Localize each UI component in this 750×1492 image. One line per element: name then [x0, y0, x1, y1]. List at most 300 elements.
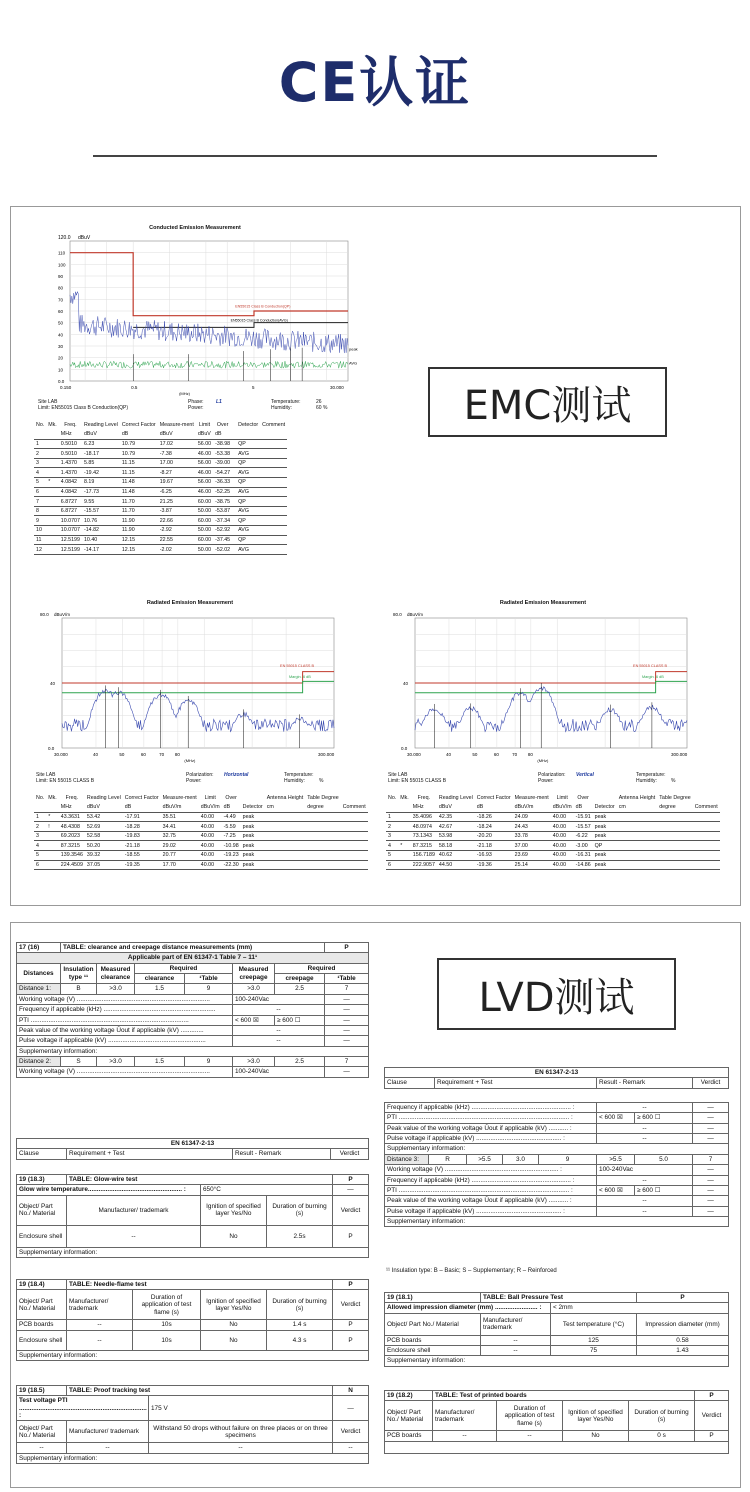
- header-table: ¹Table: [185, 974, 233, 984]
- y-axis-top-label: 80.0: [40, 612, 49, 617]
- table-cell: -52.25: [215, 488, 231, 495]
- pti-label: PTI .........................................................................................: [17, 1015, 233, 1025]
- cell: 7: [693, 1154, 729, 1164]
- table-cell: -17.73: [82, 487, 120, 497]
- table-cell: [46, 545, 59, 555]
- table-cell: 11.70: [120, 506, 158, 516]
- header-duration-burning: Duration of burning (s): [267, 1290, 333, 1320]
- table-cell: 40.00: [199, 841, 222, 851]
- table-cell: -19.35: [123, 860, 161, 870]
- peak-label: peak: [349, 346, 358, 352]
- table-cell: -18.26: [475, 812, 513, 822]
- table-cell: 11.15: [120, 468, 158, 478]
- polarization-label: Polarization:: [186, 772, 214, 778]
- table-cell: 11.90: [120, 526, 158, 536]
- frequency-label: Frequency if applicable (kHz) ........................................................ :: [385, 1103, 597, 1113]
- table-cell: -15.57: [82, 506, 120, 516]
- table-cell: 6: [34, 860, 46, 870]
- table-cell: 50.20: [85, 841, 123, 851]
- table-cell: 11.48: [120, 487, 158, 497]
- table-cell: peak: [593, 851, 617, 861]
- radiated-table-vertical: [386, 793, 720, 870]
- table-cell: 10.79: [120, 449, 158, 459]
- table-cell: -37.45: [215, 536, 231, 543]
- y-tick-label: 10: [58, 367, 64, 373]
- table-cell: 11.70: [120, 497, 158, 507]
- table-cell: 10.0707: [60, 527, 80, 534]
- supplementary-info: Supplementary information:: [17, 1046, 369, 1056]
- verdict-cell: —: [325, 994, 369, 1004]
- humidity-label: Humidity:: [271, 405, 292, 411]
- table-row: [34, 545, 287, 555]
- cell: PCB boards: [17, 1320, 67, 1330]
- unit-header: [386, 803, 398, 813]
- table-cell: AVG: [236, 526, 260, 536]
- table-cell: [46, 831, 59, 841]
- table-cell: [657, 851, 693, 861]
- empty-row: [385, 1441, 729, 1453]
- table-cell: QP: [236, 535, 260, 545]
- x-tick-label: 80: [527, 752, 533, 757]
- conducted-chart-title: Conducted Emission Measurement: [149, 225, 241, 231]
- table-cell: [398, 831, 411, 841]
- x-tick-label: 60: [493, 752, 499, 757]
- cell: Enclosure shell: [17, 1330, 67, 1350]
- table-cell: 12.15: [120, 535, 158, 545]
- table-row: [17, 1225, 369, 1247]
- column-header: Freq.: [65, 794, 79, 801]
- table-cell: QP: [236, 458, 260, 468]
- title-divider: [93, 155, 657, 157]
- cell: Distance 3:: [385, 1154, 429, 1164]
- table-cell: [617, 841, 658, 851]
- table-cell: [265, 851, 306, 861]
- unit-header: degree: [305, 803, 341, 813]
- clause-header: Clause: [17, 1149, 67, 1159]
- table-cell: [260, 516, 287, 526]
- cell: No: [201, 1330, 267, 1350]
- header-ignition: Ignition of specified layer Yes/No: [563, 1401, 629, 1431]
- applicable-part: Applicable part of EN 61347-1 Table 7 – 11¹: [17, 953, 369, 963]
- verdict-cell: —: [693, 1175, 729, 1185]
- table-number: 19 (18.2): [385, 1391, 433, 1401]
- cell: Distance 1:: [17, 984, 61, 994]
- radiated-info-vertical: [388, 772, 708, 784]
- column-header: Measure-ment: [162, 794, 197, 801]
- table-cell: [46, 458, 59, 468]
- table-cell: peak: [241, 831, 265, 841]
- table-cell: 60.00: [197, 536, 212, 543]
- table-cell: 6: [34, 487, 46, 497]
- table-row: [386, 822, 720, 832]
- table-cell: 0.5010: [59, 439, 82, 449]
- table-cell: [46, 841, 59, 851]
- table-cell: peak: [593, 812, 617, 822]
- table-cell: -52.02: [215, 546, 231, 553]
- table-cell: [46, 535, 59, 545]
- limit-label: EN 55015 CLASS B: [633, 663, 668, 668]
- unit-header: dBuV/m: [551, 803, 574, 813]
- table-cell: [693, 851, 720, 861]
- table-cell: [305, 822, 341, 832]
- result-header: Result - Remark: [597, 1078, 693, 1088]
- table-cell: [657, 841, 693, 851]
- table-cell: -16.31: [575, 852, 591, 859]
- supplementary-info: Supplementary information:: [385, 1356, 729, 1366]
- cell: 1.4 s: [267, 1320, 333, 1330]
- header-duration: Duration of burning (s): [267, 1195, 333, 1225]
- verdict-cell: —: [333, 1396, 369, 1421]
- humidity-label: Humidity:: [636, 778, 657, 784]
- table-cell: 12: [34, 545, 46, 555]
- cell: 1.5: [135, 1056, 185, 1066]
- diameter-label: Allowed impression diameter (mm) ........................ :: [385, 1303, 551, 1313]
- x-tick-label: 60: [140, 752, 146, 757]
- table-cell: 69.2023: [59, 831, 85, 841]
- working-voltage-value: 100-240Vac: [597, 1165, 693, 1175]
- table-cell: -20.20: [475, 831, 513, 841]
- table-cell: 29.02: [161, 841, 199, 851]
- cell: No: [201, 1320, 267, 1330]
- table-cell: 33.78: [513, 831, 551, 841]
- cell: --: [67, 1443, 149, 1453]
- table-row: [34, 506, 287, 516]
- table-cell: 8.19: [82, 478, 120, 488]
- header-withstand: Withstand 50 drops without failure on three places or on three specimens: [149, 1421, 333, 1443]
- header-verdict: Verdict: [695, 1401, 729, 1431]
- table-cell: 42.35: [437, 812, 475, 822]
- pulse-voltage-label: Pulse voltage if applicable (kV) ................................................ :: [385, 1134, 597, 1144]
- table-cell: 24.09: [513, 812, 551, 822]
- y-tick-label: 0.0: [401, 746, 408, 751]
- header-manufacturer: Manufacturer/ trademark: [481, 1313, 551, 1335]
- table-cell: [260, 487, 287, 497]
- radiated-chart-vertical: [383, 600, 703, 770]
- supplementary-info: Supplementary information:: [385, 1216, 729, 1226]
- cell: --: [433, 1431, 497, 1441]
- y-axis-unit: dBuV: [78, 235, 91, 241]
- table-cell: peak: [241, 851, 265, 861]
- header-ignition: Ignition of specified layer Yes/No: [201, 1195, 267, 1225]
- column-header: [341, 793, 368, 803]
- unit-header: dB: [123, 803, 161, 813]
- unit-header: dBuV: [158, 430, 196, 440]
- column-header: Table Degree: [307, 794, 339, 801]
- table-cell: [265, 841, 306, 851]
- cell: 10s: [133, 1330, 201, 1350]
- table-row: [34, 841, 368, 851]
- header-duration-burning: Duration of burning (s): [629, 1401, 695, 1431]
- x-tick-label: 0.150: [60, 385, 72, 390]
- table-cell: [260, 535, 287, 545]
- table-cell: 21.25: [158, 497, 196, 507]
- table-cell: [341, 822, 368, 832]
- cell: 3.0: [503, 1154, 539, 1164]
- table-cell: 35.51: [161, 812, 199, 822]
- table-cell: -53.87: [215, 508, 231, 515]
- cell: 2.5s: [267, 1225, 333, 1247]
- header-required: Required: [275, 963, 369, 973]
- table-number: 19 (18.1): [385, 1293, 481, 1303]
- header-temperature: Test temperature (°C): [551, 1313, 637, 1335]
- radiated-chart-svg: [30, 606, 350, 771]
- table-cell: 53.42: [85, 812, 123, 822]
- table-cell: [46, 851, 59, 861]
- table-cell: 5.85: [82, 458, 120, 468]
- table-row: [34, 535, 287, 545]
- radiated-table-wrap: [34, 793, 368, 870]
- table-title: TABLE: Needle-flame test: [67, 1280, 333, 1290]
- table-row: [385, 1335, 729, 1345]
- table-cell: QP: [236, 478, 260, 488]
- site-label: Site LAB: [388, 772, 408, 778]
- cell: --: [333, 1443, 369, 1453]
- table-cell: 17.02: [158, 439, 196, 449]
- cell: 9: [185, 984, 233, 994]
- y-tick-label: 0.0: [58, 379, 65, 384]
- table-cell: [265, 812, 306, 822]
- column-header: Limit: [198, 421, 211, 428]
- working-voltage-label: Working voltage (V) ...........................................................................: [17, 1067, 233, 1077]
- power-label: Power:: [186, 778, 202, 784]
- table-cell: [657, 831, 693, 841]
- limit-label: EN 55015 CLASS B: [280, 663, 315, 668]
- table-cell: -18.55: [123, 851, 161, 861]
- cell: --: [497, 1431, 563, 1441]
- table-cell: 40.00: [199, 860, 222, 870]
- verdict-cell: —: [693, 1165, 729, 1175]
- x-tick-label: 50: [119, 752, 125, 757]
- y-tick-label: 70: [58, 297, 64, 303]
- y-axis-unit: dBuV/m: [407, 612, 424, 617]
- table-cell: [46, 506, 59, 516]
- x-tick-label: 80: [174, 752, 180, 757]
- glow-wire-temp-label: Glow wire temperature..................................................... :: [17, 1185, 201, 1195]
- unit-header: dB: [475, 803, 513, 813]
- polarization-value: Horizontal: [224, 772, 249, 778]
- table-cell: 2: [386, 822, 398, 832]
- column-header: Mk.: [48, 421, 57, 428]
- table-cell: AVG: [236, 487, 260, 497]
- table-cell: 40.00: [551, 841, 574, 851]
- table-cell: -36.33: [215, 479, 231, 486]
- table-cell: 40.00: [551, 822, 574, 832]
- table-row: [34, 449, 287, 459]
- table-title: TABLE: Test of printed boards: [433, 1391, 695, 1401]
- limit-avg-label: EN55015 Class B Conduction(AVG): [230, 318, 288, 323]
- site-label: Site LAB: [38, 399, 58, 405]
- table-cell: -10.98: [223, 842, 239, 849]
- humidity-label: Humidity:: [284, 778, 305, 784]
- table-cell: 40.00: [551, 851, 574, 861]
- unit-header: dBuV/m: [161, 803, 199, 813]
- column-header: Detector: [238, 421, 259, 428]
- verdict-header: Verdict: [331, 1149, 369, 1159]
- x-tick-label: 40: [92, 752, 98, 757]
- peak-voltage-value: --: [233, 1025, 325, 1035]
- table-row: [386, 851, 720, 861]
- table-cell: 39.32: [85, 851, 123, 861]
- table-cell: -53.38: [215, 450, 231, 457]
- table-cell: [265, 822, 306, 832]
- x-tick-label: 30.000: [54, 752, 68, 757]
- table-cell: 60.00: [197, 517, 212, 524]
- table-title: TABLE: Proof tracking test: [67, 1386, 333, 1396]
- header-manufacturer: Manufacturer/ trademark: [67, 1421, 149, 1443]
- table-cell: 6.8727: [59, 497, 82, 507]
- table-cell: [398, 851, 411, 861]
- unit-header: dBuV: [85, 803, 123, 813]
- table-cell: -6.25: [158, 487, 196, 497]
- table-cell: -19.83: [123, 831, 161, 841]
- table-cell: -2.92: [158, 526, 196, 536]
- header-verdict: Verdict: [333, 1195, 369, 1225]
- header-object: Object/ Part No./ Material: [17, 1195, 67, 1225]
- cell: --: [67, 1330, 133, 1350]
- table-cell: peak: [593, 860, 617, 870]
- standard-name: EN 61347-2-13: [17, 1139, 369, 1149]
- working-voltage-label: Working voltage (V) ................................................................ :: [385, 1165, 597, 1175]
- table-cell: 3: [386, 831, 398, 841]
- table-cell: 52.69: [85, 822, 123, 832]
- table-cell: AVG: [236, 449, 260, 459]
- unit-header: Detector: [593, 803, 617, 813]
- table-cell: 1.4370: [59, 468, 82, 478]
- header-required: Required: [135, 963, 233, 973]
- table-cell: 60.00: [197, 498, 212, 505]
- pti-label: PTI ................................................................................................ :: [385, 1113, 597, 1123]
- table-row: [34, 526, 287, 536]
- header-diameter: Impression diameter (mm): [637, 1313, 729, 1335]
- column-header: Measure-ment: [514, 794, 549, 801]
- table-cell: 2: [34, 822, 46, 832]
- table-cell: 11: [34, 535, 46, 545]
- insulation-footnote: ¹¹ Insulation type: B – Basic; S – Supplementary; R – Reinforced: [386, 1268, 557, 1274]
- table-cell: [260, 478, 287, 488]
- table-cell: QP: [236, 516, 260, 526]
- table-cell: peak: [241, 841, 265, 851]
- table-cell: 40.00: [199, 851, 222, 861]
- table-cell: 20.77: [161, 851, 199, 861]
- table-cell: 40.62: [437, 851, 475, 861]
- table-cell: -4.49: [222, 812, 241, 822]
- cell: --: [67, 1225, 201, 1247]
- table-cell: [46, 860, 59, 870]
- table-cell: 50.00: [197, 527, 212, 534]
- peak-voltage-label: Peak value of the working voltage Ûout if applicable (kV) .............: [17, 1025, 233, 1035]
- table-cell: 4.0842: [59, 478, 82, 488]
- table-row: [34, 812, 368, 822]
- table-cell: -14.82: [82, 526, 120, 536]
- frequency-value: --: [233, 1005, 325, 1015]
- cell: 0 s: [629, 1431, 695, 1441]
- unit-header: MHz: [59, 803, 85, 813]
- table-cell: 4: [34, 841, 46, 851]
- column-header: [693, 793, 720, 803]
- polarization-value: Vertical: [576, 772, 594, 778]
- table-cell: [260, 449, 287, 459]
- table-cell: [657, 812, 693, 822]
- unit-header: dBuV/m: [199, 803, 222, 813]
- table-cell: [46, 439, 59, 449]
- column-header: No.: [36, 421, 45, 428]
- table-cell: [657, 860, 693, 870]
- table-cell: 1.4370: [59, 458, 82, 468]
- phase-label: Phase:: [188, 399, 204, 405]
- y-tick-label: 60: [58, 309, 64, 314]
- table-cell: 52.58: [85, 831, 123, 841]
- cell: >3.0: [97, 984, 135, 994]
- temp-label: Temperature:: [271, 399, 301, 405]
- table-cell: 10: [34, 526, 46, 536]
- table-cell: [657, 822, 693, 832]
- diameter-value: < 2mm: [551, 1303, 729, 1313]
- cell: >5.5: [467, 1154, 503, 1164]
- cell: P: [333, 1225, 369, 1247]
- column-header: Mk.: [48, 794, 57, 801]
- column-header: Over: [216, 421, 229, 428]
- table-cell: [341, 841, 368, 851]
- result-header: Result - Remark: [233, 1149, 331, 1159]
- humidity-value: %: [671, 778, 676, 784]
- table-cell: 46.00: [197, 488, 212, 495]
- table-cell: [693, 831, 720, 841]
- column-header: No.: [388, 794, 397, 801]
- table-cell: -3.87: [158, 506, 196, 516]
- limit-qp-label: EN55015 Class B Conduction(QP): [235, 304, 291, 309]
- table-cell: [260, 506, 287, 516]
- table-cell: 44.50: [437, 860, 475, 870]
- table-cell: -16.93: [475, 851, 513, 861]
- table-cell: [305, 851, 341, 861]
- column-header: No.: [36, 794, 45, 801]
- verdict-cell: —: [693, 1123, 729, 1133]
- cell: Distance 2:: [17, 1056, 61, 1066]
- radiated-table-wrap: [386, 793, 720, 870]
- cell: 0.58: [637, 1335, 729, 1345]
- table-cell: [398, 860, 411, 870]
- table-cell: [46, 497, 59, 507]
- column-header: Freq.: [417, 794, 431, 801]
- table-cell: 5: [34, 478, 46, 488]
- table-cell: [260, 439, 287, 449]
- y-tick-label: 40: [58, 332, 64, 338]
- table-cell: 222.9057: [412, 861, 435, 868]
- table-number: 17 (16): [17, 943, 61, 953]
- table-cell: 46.00: [197, 469, 212, 476]
- limit-label: Limit: EN 55015 CLASS B: [36, 778, 95, 784]
- table-cell: -8.27: [158, 468, 196, 478]
- table-cell: [398, 812, 411, 822]
- table-cell: [305, 841, 341, 851]
- table-cell: 22.66: [158, 516, 196, 526]
- table-cell: -18.28: [123, 822, 161, 832]
- column-header: [241, 793, 265, 803]
- table-cell: [260, 468, 287, 478]
- cell: No: [563, 1431, 629, 1441]
- lvd-tag: LVD测试: [437, 958, 676, 1030]
- table-cell: 50.00: [197, 508, 212, 515]
- table-cell: 23.69: [513, 851, 551, 861]
- cell: --: [67, 1320, 133, 1330]
- header-object: Object/ Part No./ Material: [17, 1421, 67, 1443]
- table-verdict: P: [333, 1280, 369, 1290]
- table-row: [34, 516, 287, 526]
- supplementary-info: Supplementary information:: [385, 1144, 729, 1154]
- table-cell: 42.67: [437, 822, 475, 832]
- table-cell: 1: [34, 812, 46, 822]
- verdict-cell: —: [325, 1036, 369, 1046]
